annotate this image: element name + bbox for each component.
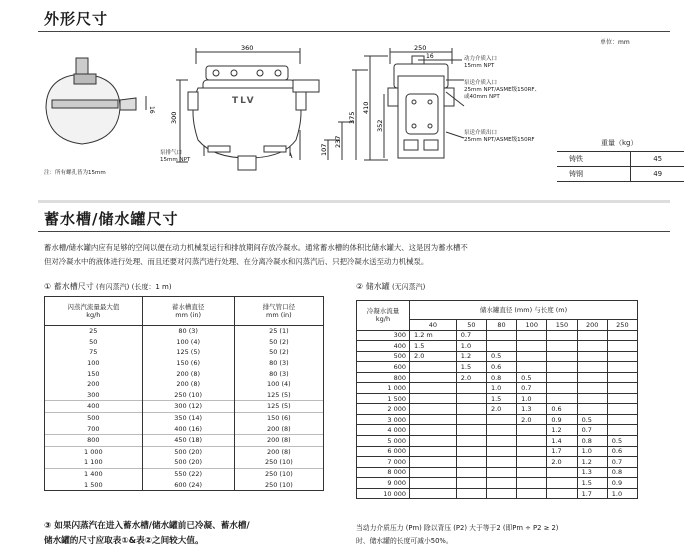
table1-title: ① 蓄水槽尺寸 (有闪蒸汽) (长度：1 m) bbox=[44, 282, 172, 291]
table-row: 5 000 1.4 0.8 0.5 bbox=[357, 436, 638, 447]
table-row: 75 125 (5) 50 (2) bbox=[45, 347, 324, 358]
table-row: 400 300 (12) 125 (5) bbox=[45, 401, 324, 413]
section-title-dimensions: 外形尺寸 bbox=[44, 10, 109, 28]
table-row: 3 000 2.0 0.9 0.5 bbox=[357, 414, 638, 425]
drawing-note: 注：所有螺孔皆为15mm bbox=[44, 170, 106, 176]
gray-band bbox=[38, 200, 670, 203]
pump-front-view bbox=[188, 66, 319, 170]
table-row: 1 000 1.0 0.7 bbox=[357, 383, 638, 394]
table-row: 800 450 (18) 200 (8) bbox=[45, 434, 324, 446]
dim-300: 300 bbox=[170, 111, 178, 124]
table-row: 2 000 2.0 1.3 0.6 bbox=[357, 404, 638, 415]
table-row: 25 80 (3) 25 (1) bbox=[45, 326, 324, 337]
table-row: 铸钢 49 bbox=[557, 167, 684, 182]
table-row: 500 350 (14) 150 (6) bbox=[45, 412, 324, 423]
brand-label: TLV bbox=[232, 96, 256, 106]
table-row: 700 400 (16) 200 (8) bbox=[45, 423, 324, 434]
table-row: 800 2.0 0.8 0.5 bbox=[357, 372, 638, 383]
callout-pump-inlet: 泵送介质入口 25mm NPT/ASME级150RF、 或40mm NPT bbox=[464, 80, 541, 100]
callout-steam-inlet: 动力介质入口 15mm NPT bbox=[464, 56, 498, 69]
unit-label: 单位：mm bbox=[600, 39, 630, 46]
dim-237: 237 bbox=[334, 135, 342, 148]
dim-352: 352 bbox=[376, 119, 384, 132]
table-row: 9 000 1.5 0.9 bbox=[357, 478, 638, 489]
table-row: 200 200 (8) 100 (4) bbox=[45, 379, 324, 390]
table-row: 400 1.5 1.0 bbox=[357, 341, 638, 352]
pump-side-view bbox=[388, 56, 454, 158]
dim-left-16: 16 bbox=[148, 106, 155, 114]
table-row: 300 250 (10) 125 (5) bbox=[45, 390, 324, 401]
table-row: 10 000 1.7 1.0 bbox=[357, 488, 638, 499]
table2-title: ② 储水罐 (无闪蒸汽) bbox=[356, 282, 426, 291]
section-title-tank: 蓄水槽/储水罐尺寸 bbox=[44, 210, 179, 228]
callout-pump-outlet: 泵送介质出口 25mm NPT/ASME级150RF bbox=[464, 130, 535, 143]
table-row: 1 100 500 (20) 250 (10) bbox=[45, 457, 324, 468]
divider bbox=[38, 31, 670, 32]
dim-107: 107 bbox=[320, 143, 328, 156]
dim-16: 16 bbox=[426, 53, 434, 60]
weight-header: 重量（kg） bbox=[601, 139, 638, 147]
table-row: 6 000 1.7 1.0 0.6 bbox=[357, 446, 638, 457]
table-row: 300 1.2 m 0.7 bbox=[357, 330, 638, 341]
intro-paragraph: 蓄水槽/储水罐内应有足够的空间以便在动力机械泵运行和排放期间存放冷凝水。通常蓄水槽的体积比储水罐大、这是因为蓄水槽不 但对冷凝水中的液体进行处理、而且还要对闪蒸汽进行处理、在分离冷凝水和闪蒸汽后、只把冷凝水送至动力机械泵。 bbox=[44, 243, 468, 266]
table-row: 500 2.0 1.2 0.5 bbox=[357, 351, 638, 362]
table-row: 1 500 600 (24) 250 (10) bbox=[45, 479, 324, 490]
table-row: 100 150 (6) 80 (3) bbox=[45, 358, 324, 369]
reservoir-table: 冷凝水流量 kg/h 储水罐直径 (mm) 与长度 (m) 40 50 80 100 150 200 250 300 1.2 m 0.7 400 1.5 1.0 500 2.0 1.2 0.5 600 1.5 0.6 800 2.0 0.8 0.5 1 000 1.0 0.7 1 500 1.5 1.0 2 000 2.0 1.3 0.6 3 000 2.0 0.9 0.5 4 000 1.2 0.7 5 000 1.4 0.8 0.5 6 000 1.7 1.0 0.6 7 000 2.0 1.2 0.7 8 000 1.3 0.8 9 000 1.5 0.9 10 000 1.7 1.0 bbox=[356, 300, 638, 499]
table-row: 1 500 1.5 1.0 bbox=[357, 393, 638, 404]
table-row: 7 000 2.0 1.2 0.7 bbox=[357, 457, 638, 468]
divider bbox=[38, 231, 670, 232]
table-row: 铸铁 45 bbox=[557, 152, 684, 167]
dim-375: 375 bbox=[348, 111, 356, 124]
callout-exhaust: 泵排气口 15mm NPT bbox=[160, 150, 191, 163]
table-row: 600 1.5 0.6 bbox=[357, 362, 638, 373]
table-row: 50 100 (4) 50 (2) bbox=[45, 337, 324, 348]
table-row: 1 000 500 (20) 200 (8) bbox=[45, 446, 324, 457]
table-row: 8 000 1.3 0.8 bbox=[357, 467, 638, 478]
dim-width-front: 360 bbox=[241, 44, 254, 52]
pump-front-photo bbox=[46, 58, 146, 144]
dim-410: 410 bbox=[362, 101, 370, 114]
weight-table bbox=[557, 151, 684, 182]
receiver-table: 闪蒸汽流量最大值 kg/h 蓄水槽直径 mm (in) 排气管口径 mm (in) 25 80 (3) 25 (1) 50 100 (4) 50 (2) 75 125 (5) 50 (2) 100 150 (6) 80 (3) 150 200 (8) 80 (3) 200 200 (8) 100 (4) 300 250 (10) 125 (5) 400 300 (12) 125 (5) 500 350 (14) 150 (6) 700 400 (16) 200 (8) 800 450 (18) 200 (8) 1 000 500 (20) 200 (8) 1 100 500 (20) 250 (10) 1 400 550 (22) 250 (10) 1 500 600 (24) 250 (10) bbox=[44, 296, 324, 491]
table-row: 150 200 (8) 80 (3) bbox=[45, 368, 324, 379]
table2-note: 当动力介质压力 (Pm) 除以背压 (P2) 大于等于2 (即Pm ÷ P2 ≥ 2) 时、储水罐的长度可减小50%。 bbox=[356, 524, 559, 545]
note3: ③ 如果闪蒸汽在进入蓄水槽/储水罐前已冷凝、蓄水槽/ 储水罐的尺寸应取表①&表②之间较大值。 bbox=[44, 521, 250, 546]
table-row: 4 000 1.2 0.7 bbox=[357, 425, 638, 436]
dim-width-side: 250 bbox=[414, 44, 427, 52]
table-row: 1 400 550 (22) 250 (10) bbox=[45, 468, 324, 479]
